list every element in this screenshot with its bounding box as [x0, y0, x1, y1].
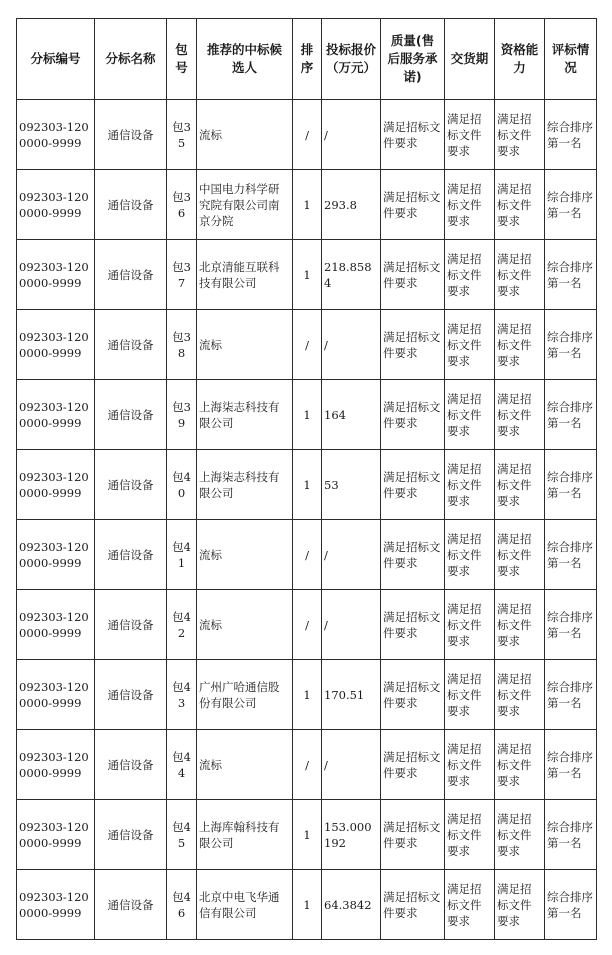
cell-candidate: 流标: [197, 100, 293, 170]
header-rank: 排序: [293, 19, 322, 100]
cell-name: 通信设备: [95, 170, 167, 240]
table-row: [17, 660, 597, 730]
cell-package: 包37: [167, 240, 197, 310]
cell-name: 通信设备: [95, 100, 167, 170]
cell-quality: 满足招标文件要求: [381, 660, 445, 730]
cell-capability: 满足招标文件要求: [495, 450, 545, 520]
cell-quality: 满足招标文件要求: [381, 240, 445, 310]
cell-name: 通信设备: [95, 240, 167, 310]
cell-name: 通信设备: [95, 590, 167, 660]
cell-price: 293.8: [322, 170, 381, 240]
table-row: [17, 520, 597, 590]
cell-name: 通信设备: [95, 380, 167, 450]
header-evaluation: 评标情况: [545, 19, 597, 100]
cell-package: 包46: [167, 870, 197, 940]
cell-package: 包40: [167, 450, 197, 520]
cell-delivery: 满足招标文件要求: [445, 100, 495, 170]
table-row: [17, 870, 597, 940]
cell-capability: 满足招标文件要求: [495, 660, 545, 730]
header-delivery: 交货期: [445, 19, 495, 100]
cell-evaluation: 综合排序第一名: [545, 590, 597, 660]
cell-rank: 1: [293, 800, 322, 870]
cell-rank: 1: [293, 660, 322, 730]
cell-price: 64.3842: [322, 870, 381, 940]
cell-package: 包36: [167, 170, 197, 240]
cell-delivery: 满足招标文件要求: [445, 730, 495, 800]
cell-package: 包35: [167, 100, 197, 170]
table-row: [17, 240, 597, 310]
cell-evaluation: 综合排序第一名: [545, 380, 597, 450]
cell-package: 包42: [167, 590, 197, 660]
cell-code: 092303-1200000-9999: [17, 730, 95, 800]
cell-delivery: 满足招标文件要求: [445, 590, 495, 660]
cell-quality: 满足招标文件要求: [381, 520, 445, 590]
cell-quality: 满足招标文件要求: [381, 590, 445, 660]
cell-code: 092303-1200000-9999: [17, 450, 95, 520]
cell-quality: 满足招标文件要求: [381, 450, 445, 520]
cell-capability: 满足招标文件要求: [495, 520, 545, 590]
cell-price: /: [322, 520, 381, 590]
table-row: [17, 590, 597, 660]
cell-price: /: [322, 590, 381, 660]
header-price: 投标报价（万元）: [322, 19, 381, 100]
table-row: [17, 310, 597, 380]
cell-evaluation: 综合排序第一名: [545, 310, 597, 380]
cell-code: 092303-1200000-9999: [17, 100, 95, 170]
cell-capability: 满足招标文件要求: [495, 800, 545, 870]
cell-evaluation: 综合排序第一名: [545, 450, 597, 520]
cell-quality: 满足招标文件要求: [381, 870, 445, 940]
cell-rank: 1: [293, 870, 322, 940]
cell-delivery: 满足招标文件要求: [445, 520, 495, 590]
cell-delivery: 满足招标文件要求: [445, 660, 495, 730]
cell-capability: 满足招标文件要求: [495, 170, 545, 240]
cell-code: 092303-1200000-9999: [17, 800, 95, 870]
cell-package: 包45: [167, 800, 197, 870]
cell-price: /: [322, 310, 381, 380]
cell-code: 092303-1200000-9999: [17, 310, 95, 380]
cell-quality: 满足招标文件要求: [381, 170, 445, 240]
cell-price: 170.51: [322, 660, 381, 730]
cell-package: 包41: [167, 520, 197, 590]
cell-quality: 满足招标文件要求: [381, 730, 445, 800]
cell-capability: 满足招标文件要求: [495, 100, 545, 170]
cell-price: /: [322, 730, 381, 800]
header-package: 包号: [167, 19, 197, 100]
cell-code: 092303-1200000-9999: [17, 170, 95, 240]
cell-rank: /: [293, 730, 322, 800]
cell-evaluation: 综合排序第一名: [545, 800, 597, 870]
cell-name: 通信设备: [95, 800, 167, 870]
cell-package: 包44: [167, 730, 197, 800]
cell-capability: 满足招标文件要求: [495, 590, 545, 660]
cell-evaluation: 综合排序第一名: [545, 240, 597, 310]
header-code: 分标编号: [17, 19, 95, 100]
cell-evaluation: 综合排序第一名: [545, 100, 597, 170]
cell-capability: 满足招标文件要求: [495, 310, 545, 380]
header-candidate: 推荐的中标候选人: [197, 19, 293, 100]
cell-rank: 1: [293, 380, 322, 450]
cell-code: 092303-1200000-9999: [17, 870, 95, 940]
header-capability: 资格能力: [495, 19, 545, 100]
cell-evaluation: 综合排序第一名: [545, 170, 597, 240]
table-row: [17, 380, 597, 450]
cell-delivery: 满足招标文件要求: [445, 240, 495, 310]
cell-name: 通信设备: [95, 660, 167, 730]
header-row: [17, 19, 597, 100]
cell-name: 通信设备: [95, 730, 167, 800]
cell-candidate: 广州广哈通信股份有限公司: [197, 660, 293, 730]
cell-code: 092303-1200000-9999: [17, 590, 95, 660]
table-row: [17, 800, 597, 870]
cell-capability: 满足招标文件要求: [495, 240, 545, 310]
cell-package: 包39: [167, 380, 197, 450]
cell-rank: 1: [293, 450, 322, 520]
cell-code: 092303-1200000-9999: [17, 660, 95, 730]
cell-candidate: 流标: [197, 730, 293, 800]
cell-delivery: 满足招标文件要求: [445, 450, 495, 520]
cell-name: 通信设备: [95, 450, 167, 520]
cell-rank: 1: [293, 170, 322, 240]
cell-price: 153.000192: [322, 800, 381, 870]
cell-quality: 满足招标文件要求: [381, 100, 445, 170]
cell-code: 092303-1200000-9999: [17, 380, 95, 450]
cell-capability: 满足招标文件要求: [495, 730, 545, 800]
cell-name: 通信设备: [95, 310, 167, 380]
cell-rank: 1: [293, 240, 322, 310]
cell-quality: 满足招标文件要求: [381, 380, 445, 450]
cell-price: 164: [322, 380, 381, 450]
table-row: [17, 100, 597, 170]
table-row: [17, 450, 597, 520]
cell-candidate: 上海柒志科技有限公司: [197, 380, 293, 450]
cell-quality: 满足招标文件要求: [381, 800, 445, 870]
cell-candidate: 流标: [197, 590, 293, 660]
cell-delivery: 满足招标文件要求: [445, 380, 495, 450]
cell-evaluation: 综合排序第一名: [545, 730, 597, 800]
cell-delivery: 满足招标文件要求: [445, 800, 495, 870]
cell-candidate: 北京中电飞华通信有限公司: [197, 870, 293, 940]
cell-name: 通信设备: [95, 870, 167, 940]
header-name: 分标名称: [95, 19, 167, 100]
cell-candidate: 北京清能互联科技有限公司: [197, 240, 293, 310]
header-quality: 质量(售后服务承诺): [381, 19, 445, 100]
cell-code: 092303-1200000-9999: [17, 240, 95, 310]
cell-price: 218.8584: [322, 240, 381, 310]
cell-candidate: 上海库翰科技有限公司: [197, 800, 293, 870]
cell-rank: /: [293, 520, 322, 590]
cell-rank: /: [293, 100, 322, 170]
table-row: [17, 170, 597, 240]
cell-name: 通信设备: [95, 520, 167, 590]
cell-candidate: 上海柒志科技有限公司: [197, 450, 293, 520]
cell-price: 53: [322, 450, 381, 520]
cell-rank: /: [293, 590, 322, 660]
cell-candidate: 流标: [197, 310, 293, 380]
table-row: [17, 730, 597, 800]
cell-evaluation: 综合排序第一名: [545, 870, 597, 940]
cell-capability: 满足招标文件要求: [495, 870, 545, 940]
cell-candidate: 中国电力科学研究院有限公司南京分院: [197, 170, 293, 240]
cell-evaluation: 综合排序第一名: [545, 520, 597, 590]
cell-delivery: 满足招标文件要求: [445, 170, 495, 240]
cell-price: /: [322, 100, 381, 170]
cell-quality: 满足招标文件要求: [381, 310, 445, 380]
cell-evaluation: 综合排序第一名: [545, 660, 597, 730]
bid-results-table: [16, 18, 597, 940]
cell-capability: 满足招标文件要求: [495, 380, 545, 450]
cell-candidate: 流标: [197, 520, 293, 590]
cell-package: 包43: [167, 660, 197, 730]
table-body: [17, 100, 597, 940]
cell-rank: /: [293, 310, 322, 380]
cell-delivery: 满足招标文件要求: [445, 870, 495, 940]
cell-delivery: 满足招标文件要求: [445, 310, 495, 380]
cell-package: 包38: [167, 310, 197, 380]
cell-code: 092303-1200000-9999: [17, 520, 95, 590]
